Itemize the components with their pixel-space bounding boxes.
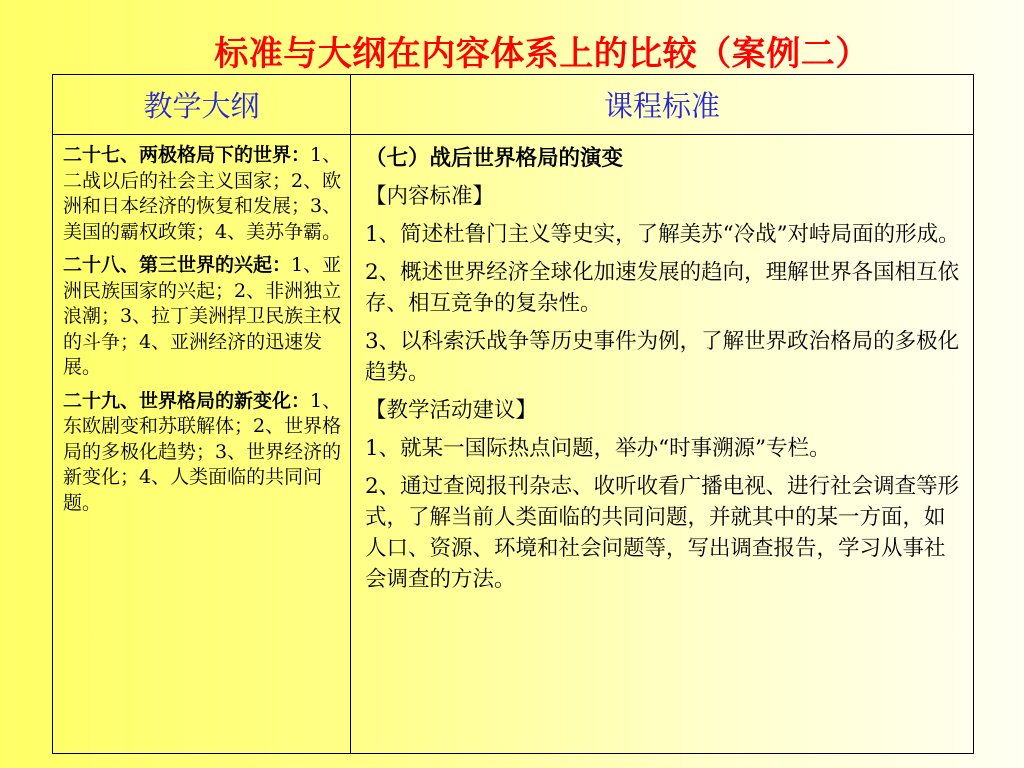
- slide-title: 标准与大纲在内容体系上的比较（案例二）: [214, 34, 870, 74]
- syllabus-item: [63, 143, 342, 245]
- header-syllabus: 教学大纲: [53, 75, 351, 135]
- table-body-row: [53, 135, 974, 754]
- content-standard-item: 2、概述世界经济全球化加速发展的趋向，理解世界各国相互依存、相互竞争的复杂性。: [365, 260, 960, 316]
- content-standard-label: 【内容标准】: [365, 184, 495, 209]
- syllabus-item-body: 1、东欧剧变和苏联解体；2、世界格局的多极化趋势；3、世界经济的新变化；4、人类面临的共同问题。: [63, 389, 342, 514]
- syllabus-item-body: 1、亚洲民族国家的兴起；2、非洲独立浪潮；3、拉丁美洲捍卫民族主权的斗争；4、亚洲经济的迅速发展。: [63, 254, 342, 378]
- activity-item: 2、通过查阅报刊杂志、收听收看广播电视、进行社会调查等形式，了解当前人类面临的共同问题，并就其中的某一方面，如人口、资源、环境和社会问题等，写出调查报告，学习从事社会调查的方法。: [365, 474, 960, 592]
- comparison-table: [52, 74, 974, 754]
- syllabus-item: [63, 253, 342, 381]
- content-standard-item: 1、简述杜鲁门主义等史实，了解美苏“冷战”对峙局面的形成。: [365, 222, 960, 247]
- header-curriculum-standard: 课程标准: [351, 75, 974, 135]
- syllabus-cell: [53, 135, 351, 754]
- syllabus-item-head: 二十八、第三世界的兴起：: [63, 254, 292, 276]
- syllabus-item-head: 二十九、世界格局的新变化：: [63, 389, 311, 412]
- standard-heading: （七）战后世界格局的演变: [365, 146, 624, 171]
- table-header-row: [53, 75, 974, 135]
- curriculum-standard-cell: [351, 135, 974, 754]
- activity-label: 【教学活动建议】: [365, 398, 538, 423]
- syllabus-item-head: 二十七、两极格局下的世界：: [63, 144, 311, 166]
- activity-item: 1、就某一国际热点问题，举办“时事溯源”专栏。: [365, 436, 831, 461]
- syllabus-item: [63, 389, 342, 517]
- syllabus-item-body: 1、二战以后的社会主义国家；2、欧洲和日本经济的恢复和发展；3、美国的霸权政策；4、美苏争霸。: [63, 144, 342, 243]
- content-standard-item: 3、以科索沃战争等历史事件为例，了解世界政治格局的多极化趋势。: [365, 329, 960, 385]
